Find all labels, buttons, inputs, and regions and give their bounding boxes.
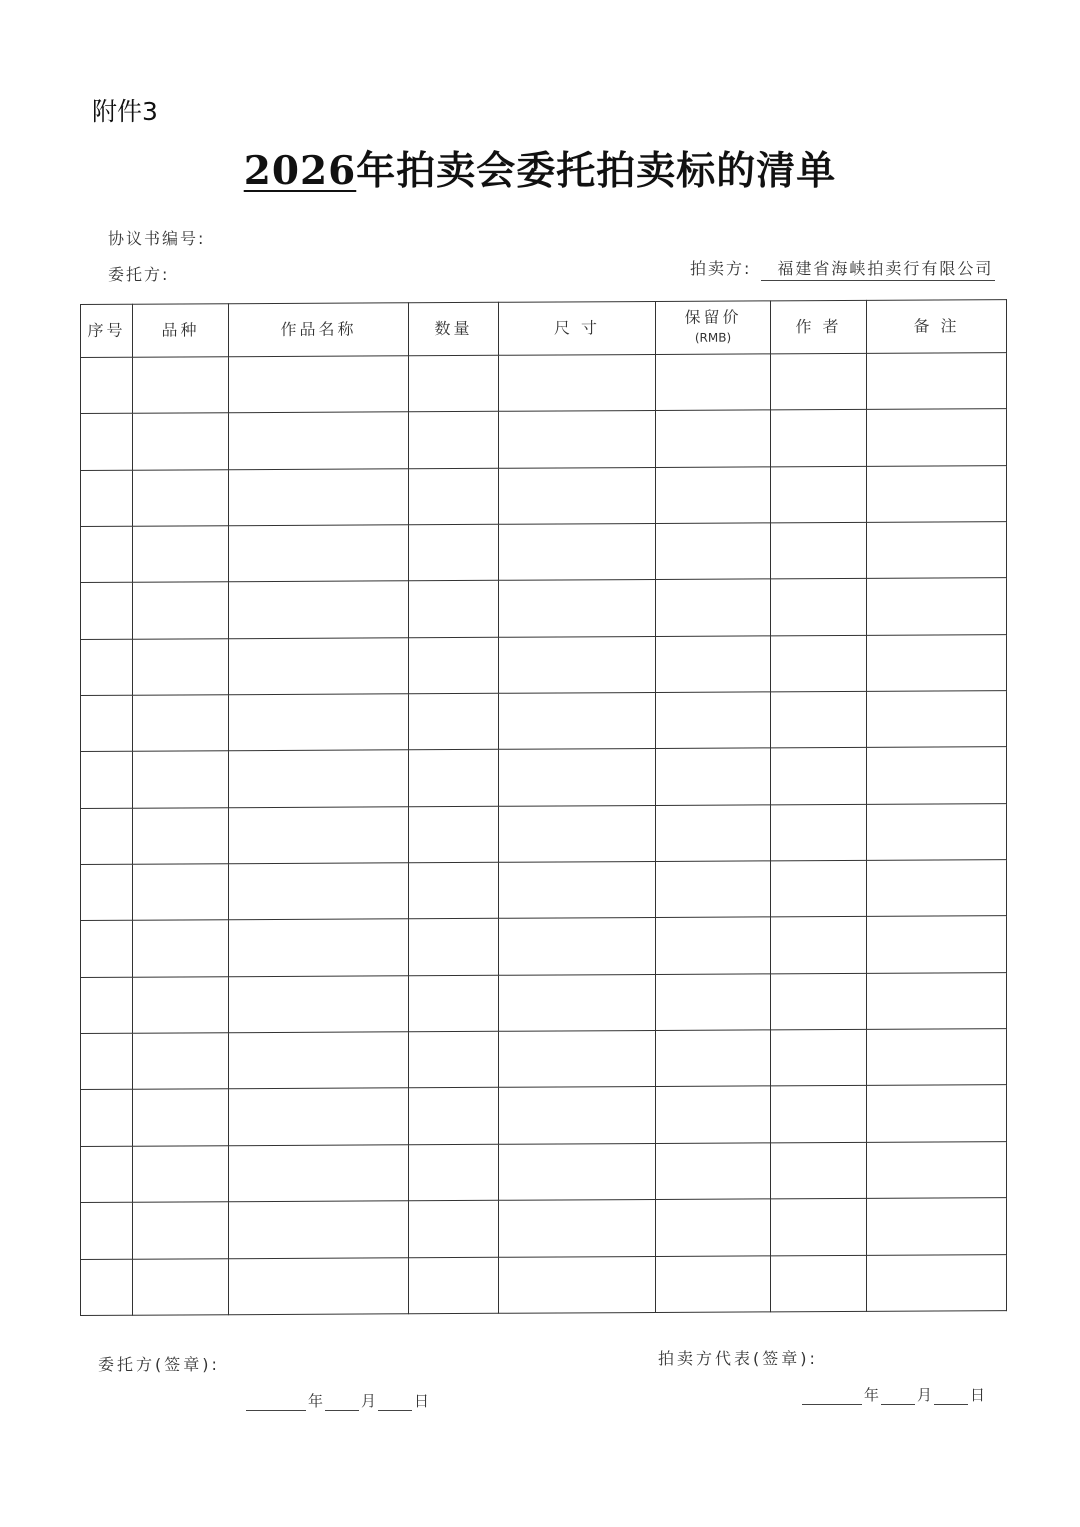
table-cell[interactable] [229,919,409,976]
column-header-seq: 序号 [81,304,133,357]
table-cell[interactable] [499,1031,656,1088]
year-label: 年 [308,1392,324,1410]
column-header-reserve-price [656,301,771,355]
table-cell[interactable] [656,523,771,580]
title-year: 2026 [243,148,357,194]
day-blank [934,1388,968,1405]
table-cell[interactable] [499,862,656,919]
column-header-size: 尺 寸 [499,301,656,355]
table-cell[interactable] [771,1199,867,1256]
table-row [81,691,1007,752]
consignment-table [80,299,1007,1316]
table-row [81,353,1007,414]
page-title [0,140,1080,196]
table-cell[interactable] [771,804,867,861]
table-cell[interactable] [867,916,1007,973]
table-cell[interactable] [656,1143,771,1200]
table-cell[interactable] [81,1146,133,1203]
table-cell[interactable] [867,1029,1007,1086]
table-cell[interactable] [771,973,867,1030]
year-blank [246,1394,306,1411]
table-cell[interactable] [409,975,499,1032]
month-label: 月 [361,1392,377,1410]
table-cell[interactable] [81,639,133,696]
table-cell[interactable] [81,1202,133,1259]
table-cell[interactable] [409,355,499,412]
table-row [81,747,1007,808]
day-blank [378,1394,412,1411]
table-cell[interactable] [409,750,499,807]
table-cell[interactable] [656,974,771,1031]
table-cell[interactable] [133,1146,229,1203]
table-cell[interactable] [133,469,229,526]
table-cell[interactable] [499,1087,656,1144]
table-cell[interactable] [771,1030,867,1087]
table-cell[interactable] [409,693,499,750]
table-cell[interactable] [409,1088,499,1145]
table-cell[interactable] [867,1141,1007,1198]
table-cell[interactable] [409,1257,499,1314]
table-cell[interactable] [409,1144,499,1201]
table-cell[interactable] [867,522,1007,579]
table-cell[interactable] [771,1086,867,1143]
day-label: 日 [970,1386,986,1404]
table-cell[interactable] [499,1256,656,1313]
table-cell[interactable] [133,526,229,583]
table-cell[interactable] [409,637,499,694]
table-cell[interactable] [499,918,656,975]
table-row [81,409,1007,470]
table-cell[interactable] [499,580,656,637]
table-cell[interactable] [499,354,656,411]
auctioneer-field [690,256,995,281]
column-header-remarks: 备 注 [867,300,1007,354]
consignor-date-line [244,1390,429,1411]
table-cell[interactable] [409,581,499,638]
table-cell[interactable] [656,861,771,918]
table-cell[interactable] [81,1033,133,1090]
table-cell[interactable] [229,750,409,807]
table-row [81,1085,1007,1146]
table-cell[interactable] [656,692,771,749]
attachment-label: 附件3 [92,97,158,126]
column-header-author: 作 者 [771,300,867,354]
table-cell[interactable] [81,864,133,921]
table-cell[interactable] [409,919,499,976]
consignor-signature-label: 委托方(签章): [98,1355,220,1374]
table-cell[interactable] [867,1085,1007,1142]
table-cell[interactable] [499,749,656,806]
table-cell[interactable] [229,637,409,694]
table-cell[interactable] [81,526,133,583]
table-cell[interactable] [133,1258,229,1315]
table-cell[interactable] [229,1088,409,1145]
table-cell[interactable] [133,1202,229,1259]
table-cell[interactable] [867,691,1007,748]
table-cell[interactable] [867,860,1007,917]
table-row [81,916,1007,977]
table-cell[interactable] [867,803,1007,860]
table-cell[interactable] [499,805,656,862]
table-cell[interactable] [867,465,1007,522]
month-blank [881,1388,915,1405]
table-cell[interactable] [229,807,409,864]
table-cell[interactable] [771,917,867,974]
year-blank [802,1388,862,1405]
auctioneer-name: 福建省海峡拍卖行有限公司 [761,256,995,281]
table-cell[interactable] [81,414,133,471]
table-cell[interactable] [656,354,771,411]
table-cell[interactable] [133,920,229,977]
table-cell[interactable] [81,583,133,640]
table-cell[interactable] [867,747,1007,804]
table-cell[interactable] [656,1086,771,1143]
table-cell[interactable] [771,635,867,692]
table-row [81,1198,1007,1259]
month-blank [325,1394,359,1411]
table-row [81,1254,1007,1315]
table-row [81,1141,1007,1202]
auctioneer-signature-label: 拍卖方代表(签章): [658,1349,818,1368]
table-cell[interactable] [229,976,409,1033]
column-header-work-name: 作品名称 [229,303,409,357]
table-row [81,578,1007,639]
table-cell[interactable] [229,1257,409,1314]
table-cell[interactable] [229,863,409,920]
table-cell[interactable] [81,1259,133,1316]
table-cell[interactable] [656,917,771,974]
table-cell[interactable] [81,470,133,527]
table-cell[interactable] [133,807,229,864]
table-cell[interactable] [409,1200,499,1257]
table-cell[interactable] [81,695,133,752]
table-cell[interactable] [771,1142,867,1199]
table-cell[interactable] [229,1201,409,1258]
table-cell[interactable] [81,752,133,809]
day-label: 日 [414,1392,430,1410]
table-cell[interactable] [656,636,771,693]
table-cell[interactable] [867,634,1007,691]
table-cell[interactable] [499,524,656,581]
reserve-price-unit: (RMB) [694,330,732,345]
table-cell[interactable] [771,410,867,467]
table-cell[interactable] [133,695,229,752]
table-cell[interactable] [409,862,499,919]
table-cell[interactable] [133,638,229,695]
table-row [81,522,1007,583]
table-cell[interactable] [81,1090,133,1147]
table-cell[interactable] [133,977,229,1034]
table-cell[interactable] [656,467,771,524]
table-cell[interactable] [656,748,771,805]
table-cell[interactable] [867,972,1007,1029]
table-cell[interactable] [656,410,771,467]
table-cell[interactable] [133,413,229,470]
month-label: 月 [917,1386,933,1404]
table-cell[interactable] [133,582,229,639]
table-cell[interactable] [499,636,656,693]
table-cell[interactable] [409,412,499,469]
table-cell[interactable] [81,808,133,865]
table-cell[interactable] [867,1198,1007,1255]
table-cell[interactable] [409,468,499,525]
table-cell[interactable] [656,805,771,862]
table-cell[interactable] [499,1143,656,1200]
table-cell[interactable] [229,581,409,638]
table-cell[interactable] [771,748,867,805]
table-cell[interactable] [656,1255,771,1312]
table-cell[interactable] [133,1033,229,1090]
table-row [81,465,1007,526]
table-body [81,353,1007,1316]
agreement-number-label: 协议书编号: [108,229,206,248]
table-cell[interactable] [133,751,229,808]
table-cell[interactable] [771,691,867,748]
table-row [81,860,1007,921]
table-cell[interactable] [499,467,656,524]
table-cell[interactable] [771,860,867,917]
table-cell[interactable] [499,1200,656,1257]
table-cell[interactable] [867,578,1007,635]
consignor-label: 委托方: [108,265,170,284]
table-cell[interactable] [499,411,656,468]
table-row [81,972,1007,1033]
table-cell[interactable] [771,522,867,579]
table-cell[interactable] [229,412,409,469]
auctioneer-label: 拍卖方: [690,259,752,278]
table-cell[interactable] [229,1145,409,1202]
table-cell[interactable] [499,693,656,750]
table-cell[interactable] [133,864,229,921]
table-cell[interactable] [867,1254,1007,1311]
table-cell[interactable] [229,468,409,525]
table-row [81,634,1007,695]
auctioneer-date-line [800,1384,985,1405]
table-row [81,803,1007,864]
table-cell[interactable] [867,353,1007,410]
table-cell[interactable] [229,694,409,751]
table-cell[interactable] [409,524,499,581]
table-cell[interactable] [81,977,133,1034]
table-cell[interactable] [81,921,133,978]
table-row [81,1029,1007,1090]
table-cell[interactable] [229,1032,409,1089]
title-text: 年拍卖会委托拍卖标的清单 [356,148,837,194]
table-cell[interactable] [409,1031,499,1088]
table-cell[interactable] [771,579,867,636]
table-cell[interactable] [229,356,409,413]
table-cell[interactable] [133,1089,229,1146]
year-label: 年 [864,1386,880,1404]
table-header-row [81,300,1007,358]
table-cell[interactable] [499,974,656,1031]
table-cell[interactable] [409,806,499,863]
column-header-category: 品种 [133,304,229,358]
reserve-price-label: 保留价 [684,307,742,327]
table-cell[interactable] [133,357,229,414]
table-cell[interactable] [229,525,409,582]
table-cell[interactable] [656,1030,771,1087]
table-cell[interactable] [771,353,867,410]
table-cell[interactable] [656,1199,771,1256]
table-cell[interactable] [656,579,771,636]
table-cell[interactable] [771,1255,867,1312]
table-cell[interactable] [81,357,133,414]
table-cell[interactable] [867,409,1007,466]
table-cell[interactable] [771,466,867,523]
column-header-quantity: 数量 [409,302,499,355]
